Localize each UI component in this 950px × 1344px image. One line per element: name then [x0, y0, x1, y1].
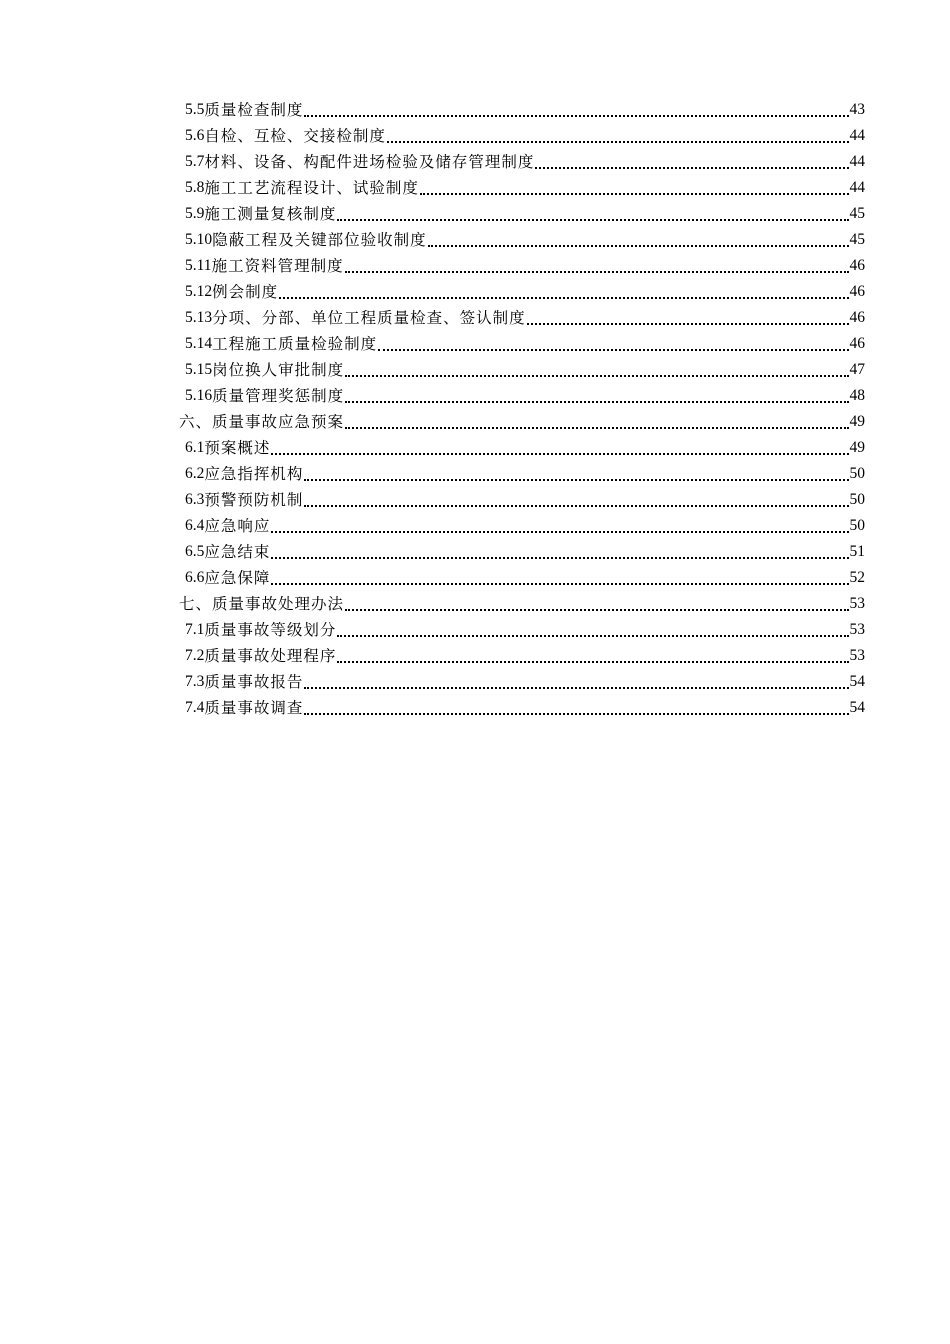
toc-entry-page-number: 52	[849, 569, 865, 586]
toc-entry[interactable]	[179, 97, 865, 123]
toc-entry-title: 预案概述	[204, 439, 271, 457]
toc-entry-title: 质量事故调查	[204, 699, 304, 717]
toc-entry[interactable]	[179, 331, 865, 357]
toc-entry-page-number: 49	[849, 413, 865, 430]
toc-entry-title: 质量事故处理程序	[204, 647, 337, 665]
toc-entry-number: 5.14	[185, 335, 213, 352]
toc-dot-leader	[420, 193, 849, 195]
toc-entry-title: 应急响应	[204, 517, 271, 535]
toc-dot-leader	[535, 167, 848, 169]
toc-dot-leader	[271, 453, 848, 455]
toc-entry[interactable]	[179, 565, 865, 591]
toc-entry[interactable]	[179, 435, 865, 461]
toc-dot-leader	[304, 687, 848, 689]
toc-entry-title: 施工资料管理制度	[211, 257, 344, 275]
toc-entry-page-number: 54	[849, 673, 865, 690]
toc-entry-title: 质量检查制度	[204, 101, 304, 119]
toc-dot-leader	[271, 583, 848, 585]
toc-entry-title: 应急指挥机构	[204, 465, 304, 483]
toc-entry[interactable]	[179, 669, 865, 695]
toc-entry-page-number: 45	[849, 231, 865, 248]
toc-entry-page-number: 44	[849, 127, 865, 144]
toc-entry-number: 5.9	[185, 205, 205, 222]
toc-entry-title: 隐蔽工程及关键部位验收制度	[212, 231, 427, 249]
toc-entry[interactable]	[179, 513, 865, 539]
toc-entry[interactable]	[179, 227, 865, 253]
toc-dot-leader	[304, 115, 848, 117]
toc-dot-leader	[304, 713, 848, 715]
toc-dot-leader	[345, 609, 848, 611]
toc-dot-leader	[378, 349, 848, 351]
toc-entry-page-number: 53	[849, 595, 865, 612]
toc-entry-title: 预警预防机制	[204, 491, 304, 509]
toc-entry-page-number: 46	[849, 283, 865, 300]
toc-entry[interactable]	[179, 357, 865, 383]
toc-entry-page-number: 50	[849, 491, 865, 508]
toc-entry-title: 质量事故等级划分	[204, 621, 337, 639]
toc-entry[interactable]	[179, 409, 865, 435]
toc-entry[interactable]	[179, 201, 865, 227]
toc-dot-leader	[345, 375, 848, 377]
toc-dot-leader	[428, 245, 849, 247]
toc-entry-page-number: 47	[849, 361, 865, 378]
toc-entry-page-number: 44	[849, 179, 865, 196]
toc-entry[interactable]	[179, 305, 865, 331]
toc-entry[interactable]	[179, 279, 865, 305]
toc-entry-page-number: 50	[849, 465, 865, 482]
toc-dot-leader	[527, 323, 849, 325]
toc-dot-leader	[279, 297, 848, 299]
toc-entry-page-number: 48	[849, 387, 865, 404]
toc-entry-page-number: 53	[849, 647, 865, 664]
toc-entry[interactable]	[179, 175, 865, 201]
toc-entry[interactable]	[179, 617, 865, 643]
toc-entry[interactable]	[179, 383, 865, 409]
toc-entry-page-number: 43	[849, 101, 865, 118]
toc-entry-title: 七、质量事故处理办法	[179, 595, 345, 613]
toc-dot-leader	[345, 401, 848, 403]
toc-entry[interactable]	[179, 149, 865, 175]
toc-entry-title: 分项、分部、单位工程质量检查、签认制度	[212, 309, 526, 327]
toc-entry[interactable]	[179, 123, 865, 149]
toc-dot-leader	[271, 531, 848, 533]
toc-dot-leader	[304, 505, 848, 507]
toc-dot-leader	[304, 479, 848, 481]
toc-entry-number: 7.4	[185, 699, 205, 716]
toc-dot-leader	[337, 635, 848, 637]
toc-dot-leader	[271, 557, 848, 559]
toc-entry-number: 5.5	[185, 101, 205, 118]
toc-entry[interactable]	[179, 487, 865, 513]
toc-entry-page-number: 50	[849, 517, 865, 534]
toc-entry[interactable]	[179, 253, 865, 279]
toc-entry-number: 5.15	[185, 361, 213, 378]
toc-entry-number: 6.6	[185, 569, 205, 586]
toc-entry-title: 施工测量复核制度	[204, 205, 337, 223]
toc-entry-number: 7.2	[185, 647, 205, 664]
toc-entry-number: 6.5	[185, 543, 205, 560]
toc-entry-title: 六、质量事故应急预案	[179, 413, 345, 431]
toc-entry-title: 质量管理奖惩制度	[212, 387, 345, 405]
toc-entry-number: 7.3	[185, 673, 205, 690]
toc-entry-page-number: 46	[849, 335, 865, 352]
toc-entry[interactable]	[179, 461, 865, 487]
toc-entry-title: 工程施工质量检验制度	[212, 335, 378, 353]
toc-entry-title: 材料、设备、构配件进场检验及储存管理制度	[204, 153, 535, 171]
toc-entry[interactable]	[179, 591, 865, 617]
toc-entry[interactable]	[179, 695, 865, 721]
toc-dot-leader	[345, 427, 848, 429]
toc-entry-title: 应急保障	[204, 569, 271, 587]
toc-entry-number: 6.1	[185, 439, 205, 456]
toc-entry-title: 自检、互检、交接检制度	[204, 127, 386, 145]
toc-entry-title: 施工工艺流程设计、试验制度	[204, 179, 419, 197]
toc-entry-number: 5.11	[185, 257, 212, 274]
toc-entry-page-number: 51	[849, 543, 865, 560]
toc-entry-number: 5.13	[185, 309, 213, 326]
toc-entry-number: 6.4	[185, 517, 205, 534]
toc-entry-page-number: 45	[849, 205, 865, 222]
toc-entry-title: 例会制度	[212, 283, 279, 301]
toc-entry-number: 5.12	[185, 283, 213, 300]
toc-entry-page-number: 44	[849, 153, 865, 170]
toc-entry[interactable]	[179, 643, 865, 669]
toc-entry-number: 5.7	[185, 153, 205, 170]
toc-entry-page-number: 53	[849, 621, 865, 638]
table-of-contents	[179, 97, 865, 721]
toc-entry-number: 5.16	[185, 387, 213, 404]
toc-entry[interactable]	[179, 539, 865, 565]
toc-entry-number: 6.2	[185, 465, 205, 482]
toc-entry-page-number: 46	[849, 257, 865, 274]
toc-entry-page-number: 49	[849, 439, 865, 456]
toc-entry-number: 6.3	[185, 491, 205, 508]
toc-entry-title: 应急结束	[204, 543, 271, 561]
toc-entry-number: 5.6	[185, 127, 205, 144]
toc-dot-leader	[337, 661, 848, 663]
toc-dot-leader	[345, 271, 849, 273]
toc-entry-number: 5.8	[185, 179, 205, 196]
toc-entry-page-number: 46	[849, 309, 865, 326]
toc-dot-leader	[387, 141, 849, 143]
toc-dot-leader	[337, 219, 848, 221]
toc-entry-page-number: 54	[849, 699, 865, 716]
toc-entry-number: 7.1	[185, 621, 205, 638]
toc-entry-number: 5.10	[185, 231, 213, 248]
toc-entry-title: 岗位换人审批制度	[212, 361, 345, 379]
toc-entry-title: 质量事故报告	[204, 673, 304, 691]
